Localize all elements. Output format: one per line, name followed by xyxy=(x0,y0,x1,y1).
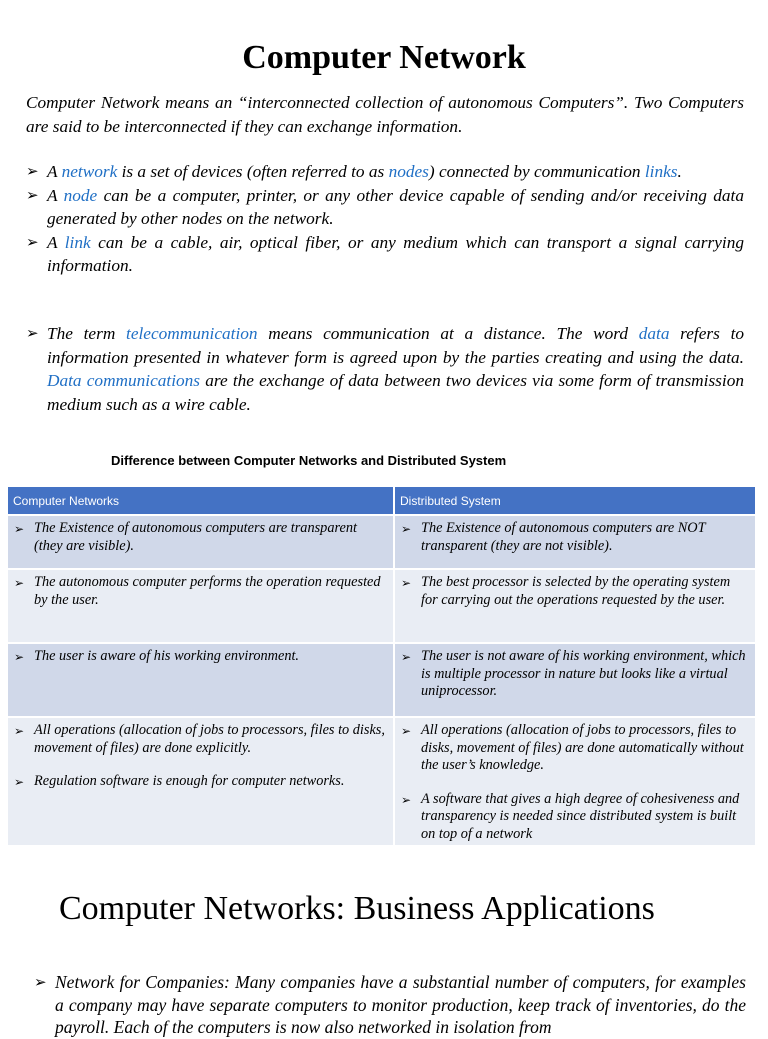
table-row xyxy=(8,515,756,569)
business-bullet-text: Network for Companies: Many companies have a substantial number of computers, for examples a company may have separate computers to monitor production, keep track of inventories, do the payroll. Each of the computers is now also networked in isolation from xyxy=(55,972,746,1037)
arrow-bullet-icon: ➢ xyxy=(401,576,412,590)
cell-text: The best processor is selected by the operating system for carrying out the operations requested by the user. xyxy=(421,574,731,608)
cell-computer-networks xyxy=(8,515,394,569)
cell-distributed-system xyxy=(394,643,756,717)
arrow-bullet-icon: ➢ xyxy=(14,775,25,789)
business-list xyxy=(34,971,746,1039)
cell-bullet xyxy=(14,722,387,757)
list-item xyxy=(26,322,744,416)
cell-text: A software that gives a high degree of cohesiveness and transparency is needed since distributed system is built on top of a network xyxy=(421,790,740,842)
text-segment: refers to information presented in whatever form is agreed upon by the parties creating and using the data. xyxy=(47,324,745,367)
cell-distributed-system xyxy=(394,717,756,845)
cell-text: All operations (allocation of jobs to processors, files to disks, movement of files) are done explicitly. xyxy=(34,722,385,756)
cell-computer-networks xyxy=(8,717,394,845)
arrow-bullet-icon: ➢ xyxy=(26,324,39,342)
highlighted-term: data xyxy=(638,324,670,343)
arrow-bullet-icon: ➢ xyxy=(26,185,39,204)
highlighted-term: telecommunication xyxy=(126,324,258,343)
arrow-bullet-icon: ➢ xyxy=(14,650,25,664)
cell-bullet xyxy=(401,722,749,775)
arrow-bullet-icon: ➢ xyxy=(401,650,412,664)
table-row xyxy=(8,717,756,845)
telecom-list xyxy=(26,322,744,416)
arrow-bullet-icon: ➢ xyxy=(34,973,47,991)
header-computer-networks: Computer Networks xyxy=(8,487,394,515)
section-title: Computer Networks: Business Applications xyxy=(59,890,655,927)
highlighted-term: network xyxy=(61,162,118,181)
header-distributed-system: Distributed System xyxy=(394,487,756,515)
table-header-row xyxy=(8,487,756,515)
text-segment: A xyxy=(47,162,62,181)
cell-text: Regulation software is enough for computer networks. xyxy=(34,773,345,789)
text-segment: is a set of devices (often referred to as xyxy=(117,162,389,181)
text-segment: . xyxy=(677,162,682,181)
arrow-bullet-icon: ➢ xyxy=(14,576,25,590)
arrow-bullet-icon: ➢ xyxy=(401,792,412,807)
cell-bullet xyxy=(401,791,749,844)
cell-bullet xyxy=(14,574,387,609)
highlighted-term: link xyxy=(64,232,91,252)
cell-bullet xyxy=(14,648,387,666)
text-segment: The term xyxy=(47,324,127,343)
cell-bullet xyxy=(401,574,749,609)
text-segment: ) connected by communication xyxy=(428,162,645,181)
cell-text: The autonomous computer performs the operation requested by the user. xyxy=(34,574,381,608)
cell-computer-networks xyxy=(8,569,394,643)
text-segment: are the exchange of data between two devices via some form of transmission medium such as a wire cable. xyxy=(47,371,744,414)
highlighted-term: links xyxy=(644,162,678,181)
cell-bullet xyxy=(14,773,387,791)
highlighted-term: Data communications xyxy=(47,371,201,390)
cell-bullet xyxy=(401,648,749,701)
list-item xyxy=(26,184,744,231)
intro-paragraph: Computer Network means an “interconnected collection of autonomous Computers”. Two Computers are said to be interconnected if they can exchange information. xyxy=(26,93,744,136)
cell-text: The Existence of autonomous computers are NOT transparent (they are not visible). xyxy=(421,520,706,554)
text-segment: means communication at a distance. The word xyxy=(257,324,639,343)
text-segment: can be a computer, printer, or any other device capable of sending and/or receiving data generated by other nodes on the network. xyxy=(47,185,744,228)
text-segment: A xyxy=(47,232,65,252)
cell-distributed-system xyxy=(394,569,756,643)
cell-bullet xyxy=(14,520,387,555)
arrow-bullet-icon: ➢ xyxy=(14,522,25,536)
table-row xyxy=(8,643,756,717)
arrow-bullet-icon: ➢ xyxy=(26,232,39,251)
cell-text: The Existence of autonomous computers are transparent (they are visible). xyxy=(34,520,357,554)
page-title: Computer Network xyxy=(242,39,526,76)
arrow-bullet-icon: ➢ xyxy=(26,162,39,180)
cell-distributed-system xyxy=(394,515,756,569)
cell-text: All operations (allocation of jobs to processors, files to disks, movement of files) are done automatically without the user’s knowledge. xyxy=(421,722,744,773)
text-segment: can be a cable, air, optical fiber, or any medium which can transport a signal carrying information. xyxy=(47,232,744,275)
highlighted-term: node xyxy=(63,185,98,205)
cell-text: The user is aware of his working environment. xyxy=(34,648,300,664)
definition-list xyxy=(26,160,744,278)
arrow-bullet-icon: ➢ xyxy=(401,724,412,738)
list-item xyxy=(34,971,746,1039)
table-row xyxy=(8,569,756,643)
cell-computer-networks xyxy=(8,643,394,717)
arrow-bullet-icon: ➢ xyxy=(14,724,25,738)
text-segment: A xyxy=(47,185,64,205)
table-caption: Difference between Computer Networks and Distributed System xyxy=(111,453,507,468)
highlighted-term: nodes xyxy=(388,162,429,181)
comparison-table xyxy=(8,487,757,845)
list-item xyxy=(26,160,744,184)
list-item xyxy=(26,231,744,278)
cell-text: The user is not aware of his working environment, which is multiple processor in nature but looks like a virtual uniprocessor. xyxy=(421,648,746,699)
arrow-bullet-icon: ➢ xyxy=(401,522,412,536)
cell-bullet xyxy=(401,520,749,555)
